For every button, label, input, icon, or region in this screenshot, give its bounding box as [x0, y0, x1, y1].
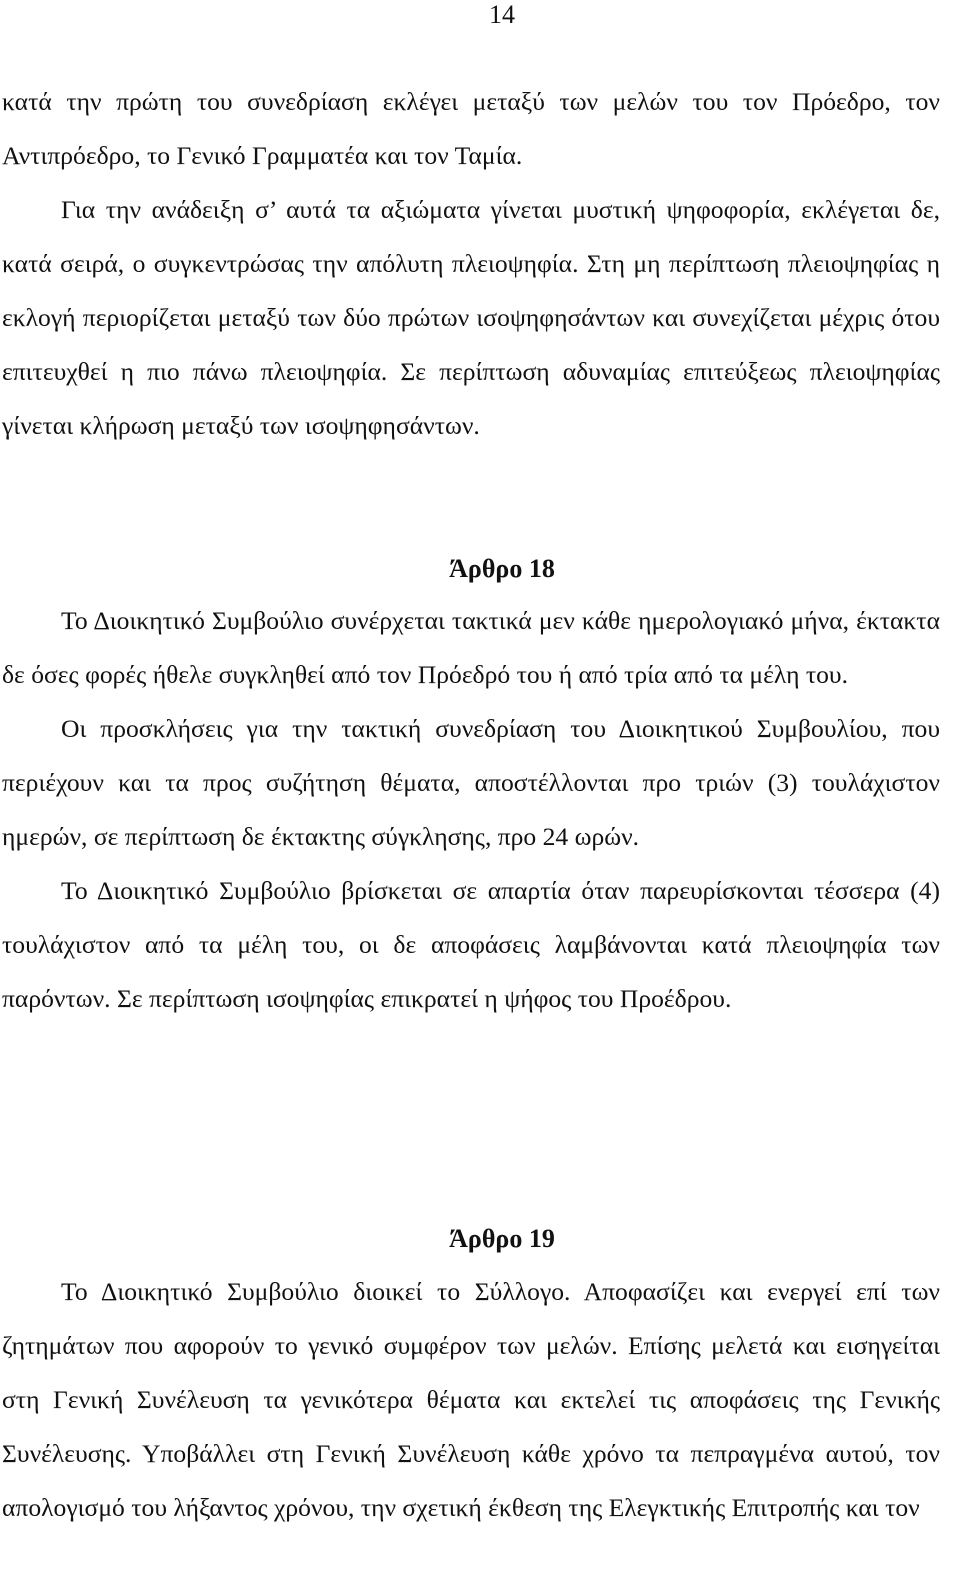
page-number: 14 — [489, 0, 515, 29]
article-18-body — [2, 594, 940, 1026]
article-18-paragraph-3: Το Διοικητικό Συμβούλιο βρίσκεται σε απαρτία όταν παρευρίσκονται τέσσερα (4) τουλάχιστον από τα μέλη του, οι δε αποφάσεις λαμβάνονται κατά πλειοψηφία των παρόντων. Σε περίπτωση ισοψηφίας επικρατεί η ψήφος του Προέδρου. — [2, 876, 940, 1013]
article-19-paragraph-1: Το Διοικητικό Συμβούλιο διοικεί το Σύλλογο. Αποφασίζει και ενεργεί επί των ζητημάτων που αφορούν το γενικό συμφέρον των μελών. Επίσης μελετά και εισηγείται στη Γενική Συνέλευση τα γενικότερα θέματα και εκτελεί τις αποφάσεις της Γενικής Συνέλευσης. Υποβάλλει στη Γενική Συνέλευση κάθε χρόνο τα πεπραγμένα αυτού, τον απολογισμό του λήξαντος χρόνου, την σχετική έκθεση της Ελεγκτικής Επιτροπής και τον — [2, 1277, 940, 1522]
article-19-heading: Άρθρο 19 — [449, 1224, 555, 1253]
intro-paragraph-2: Για την ανάδειξη σ’ αυτά τα αξιώματα γίνεται μυστική ψηφοφορία, εκλέγεται δε, κατά σειρά, ο συγκεντρώσας την απόλυτη πλειοψηφία. Στη μη περίπτωση πλειοψηφίας η εκλογή περιορίζεται μεταξύ των δύο πρώτων ισοψηφησάντων και συνεχίζεται μέχρις ότου επιτευχθεί η πιο πάνω πλειοψηφία. Σε περίπτωση αδυναμίας επιτεύξεως πλειοψηφίας γίνεται κλήρωση μεταξύ των ισοψηφησάντων. — [2, 195, 940, 440]
article-18-heading: Άρθρο 18 — [449, 554, 555, 583]
article-19-body — [2, 1265, 940, 1535]
intro-section — [2, 75, 940, 453]
intro-paragraph-1: κατά την πρώτη του συνεδρίαση εκλέγει μεταξύ των μελών του τον Πρόεδρο, τον Αντιπρόεδρο, το Γενικό Γραμματέα και τον Ταμία. — [2, 87, 940, 170]
article-18-paragraph-1: Το Διοικητικό Συμβούλιο συνέρχεται τακτικά μεν κάθε ημερολογιακό μήνα, έκτακτα δε όσες φορές ήθελε συγκληθεί από τον Πρόεδρό του ή από τρία από τα μέλη του. — [2, 606, 940, 689]
article-18-paragraph-2: Οι προσκλήσεις για την τακτική συνεδρίαση του Διοικητικού Συμβουλίου, που περιέχουν και τα προς συζήτηση θέματα, αποστέλλονται προ τριών (3) τουλάχιστον ημερών, σε περίπτωση δε έκτακτης σύγκλησης, προ 24 ωρών. — [2, 714, 940, 851]
